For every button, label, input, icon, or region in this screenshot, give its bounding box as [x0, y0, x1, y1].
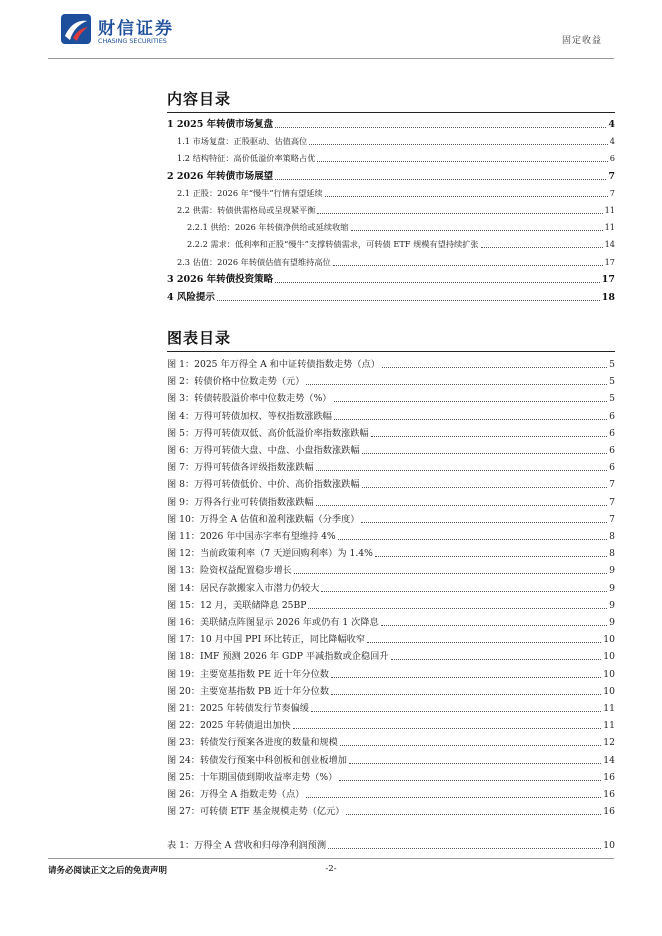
toc-chapter-entry-title: 2 2026 年转债市场展望 [167, 171, 274, 182]
figure-entry-title: 图 13：险资权益配置稳步增长 [167, 565, 292, 577]
dot-leader [331, 694, 601, 695]
dot-leader [334, 401, 608, 402]
figure-entry-title: 图 11：2026 年中国赤字率有望维持 4% [167, 531, 336, 542]
dot-leader [391, 659, 602, 660]
figure-entry-page: 7 [609, 513, 615, 525]
figure-entry-title: 图 26：万得全 A 指数走势（点） [167, 789, 305, 800]
brand-name: 财信证券 [98, 19, 174, 39]
figure-entry[interactable] [167, 443, 615, 457]
figure-entry-page: 6 [609, 462, 615, 474]
figure-entry-page: 9 [609, 617, 615, 628]
dot-leader [339, 780, 601, 781]
figure-entry-title: 图 18：IMF 预测 2026 年 GDP 平减指数或企稳回升 [167, 651, 389, 663]
figure-entry-title: 图 23：转债发行预案各进度的数量和规模 [167, 737, 338, 749]
toc-section-entry-page: 4 [609, 136, 615, 146]
figure-entry[interactable] [167, 546, 615, 560]
toc-section-entry-title: 2.2.2 需求：低利率和正股“慢牛”支撑转债需求，可转债 ETF 规模有望持续扩张 [187, 239, 479, 249]
figure-entry-title: 图 15：12 月，美联储降息 25BP [167, 599, 307, 611]
figure-entry[interactable] [167, 667, 615, 681]
toc-section-entry[interactable] [187, 237, 615, 251]
dot-leader [481, 247, 603, 248]
figure-entry-page: 8 [609, 531, 615, 542]
toc-chapter-entry[interactable] [167, 169, 615, 183]
figure-entry[interactable] [167, 426, 615, 440]
company-logo-icon [61, 14, 91, 44]
footer-divider [48, 858, 614, 859]
figure-entry[interactable] [167, 787, 615, 801]
figure-entry[interactable] [167, 718, 615, 732]
figure-entry-page: 16 [603, 771, 615, 783]
figure-entry-page: 10 [603, 651, 615, 663]
contents-title: 内容目录 [167, 90, 232, 108]
dot-leader [367, 642, 601, 643]
figure-entry-title: 图 14：居民存款搬家入市潜力仍较大 [167, 582, 320, 594]
figure-entry-page: 12 [603, 737, 615, 749]
figure-entry-page: 10 [603, 668, 615, 680]
figure-entry-page: 9 [609, 565, 615, 577]
figure-entry-page: 7 [609, 479, 615, 491]
toc-section-entry-page: 11 [604, 222, 615, 232]
figure-entry[interactable] [167, 391, 615, 405]
toc-chapter-entry-page: 17 [601, 274, 615, 285]
figure-entry-title: 图 20：主要宽基指数 PB 近十年分位数 [167, 685, 330, 697]
dot-leader [275, 179, 606, 180]
page-header [0, 0, 662, 60]
toc-section-entry-title: 2.1 正股：2026 年“慢牛”行情有望延续 [177, 188, 323, 198]
toc-section-entry-page: 7 [609, 188, 615, 198]
figure-entry-title: 图 3：转债转股溢价率中位数走势（%） [167, 393, 332, 405]
dot-leader [294, 573, 607, 574]
dot-leader [361, 522, 607, 523]
figure-entry[interactable] [167, 701, 615, 715]
dot-leader [325, 196, 608, 197]
toc-chapter-entry-title: 3 2026 年转债投资策略 [167, 274, 274, 285]
figure-entry[interactable] [167, 598, 615, 612]
figure-entry-page: 16 [603, 789, 615, 800]
toc-section-entry-page: 17 [604, 257, 615, 267]
toc-section-entry-title: 1.1 市场复盘：正股驱动、估值高位 [177, 136, 308, 146]
figure-entry[interactable] [167, 735, 615, 749]
figure-entry[interactable] [167, 357, 615, 371]
figure-entry[interactable] [167, 632, 615, 646]
figure-entry[interactable] [167, 684, 615, 698]
dot-leader [275, 282, 600, 283]
disclaimer-notice: 请务必阅读正文之后的免责声明 [48, 866, 168, 876]
toc-section-entry-title: 1.2 结构特征：高价低溢价率策略占优 [177, 153, 316, 163]
dot-leader [351, 230, 603, 231]
dot-leader [317, 213, 602, 214]
toc-section-entry-title: 2.2.1 供给：2026 年转债净供给或延续收缩 [187, 222, 349, 232]
figure-entry-title: 图 17：10 月中国 PPI 环比转正，同比降幅收窄 [167, 634, 366, 646]
dot-leader [338, 539, 607, 540]
figure-entry-title: 图 6：万得可转债大盘、中盘、小盘指数涨跌幅 [167, 445, 360, 456]
toc-section-entry[interactable] [177, 203, 615, 217]
figure-entry-page: 16 [603, 806, 615, 818]
figure-entry-title: 图 7：万得可转债各评级指数涨跌幅 [167, 462, 314, 474]
figure-entry[interactable] [167, 649, 615, 663]
dot-leader [349, 763, 601, 764]
figure-entry[interactable] [167, 563, 615, 577]
dot-leader [217, 300, 600, 301]
figure-entry-title: 图 5：万得可转债双低、高价低溢价率指数涨跌幅 [167, 427, 369, 439]
dot-leader [316, 505, 608, 506]
brand-name-english: CHASING SECURITIES [98, 37, 167, 45]
toc-chapter-entry[interactable] [167, 117, 615, 131]
dot-leader [381, 625, 607, 626]
toc-chapter-entry-page: 7 [608, 171, 615, 182]
dot-leader [334, 419, 607, 420]
toc-section-entry[interactable] [177, 151, 615, 165]
figure-entry[interactable] [167, 477, 615, 491]
figure-entry-title: 图 1：2025 年万得全 A 和中证转债指数走势（点） [167, 359, 380, 370]
figure-entry-page: 5 [609, 376, 615, 388]
dot-leader [317, 161, 607, 162]
dot-leader [306, 384, 607, 385]
figure-entry[interactable] [167, 770, 615, 784]
figure-entry-title: 图 22：2025 年转债退出加快 [167, 720, 291, 732]
toc-chapter-entry-page: 4 [608, 119, 615, 130]
figure-entry[interactable] [167, 753, 615, 767]
figure-entry[interactable] [167, 374, 615, 388]
figure-entry-page: 11 [603, 720, 615, 732]
figure-entry[interactable] [167, 581, 615, 595]
figure-entry[interactable] [167, 615, 615, 629]
dot-leader [308, 608, 607, 609]
toc-chapter-entry[interactable] [167, 290, 615, 304]
figure-entry-title: 图 24：转债发行预案中科创板和创业板增加 [167, 754, 347, 766]
dot-leader [340, 745, 601, 746]
table-entry-title: 表 1：万得全 A 营收和归母净利润预测 [167, 840, 327, 851]
toc-section-entry-page: 6 [609, 153, 615, 163]
figure-entry-page: 14 [603, 754, 615, 766]
dot-leader [362, 487, 608, 488]
dot-leader [371, 436, 607, 437]
dot-leader [321, 591, 607, 592]
figure-entry[interactable] [167, 804, 615, 818]
table-entry-page: 10 [603, 840, 615, 851]
figure-entry[interactable] [167, 512, 615, 526]
header-divider [48, 58, 614, 59]
toc-section-entry[interactable] [177, 186, 615, 200]
figure-entry-page: 5 [609, 393, 615, 405]
figure-entry-title: 图 12：当前政策利率（7 天逆回购利率）为 1.4% [167, 548, 373, 560]
contents-rule [167, 112, 615, 113]
figure-entry-page: 6 [609, 445, 615, 456]
toc-section-entry-page: 14 [604, 239, 615, 249]
figure-entry-title: 图 19：主要宽基指数 PE 近十年分位数 [167, 668, 329, 680]
table-entry[interactable] [167, 838, 615, 852]
dot-leader [333, 265, 603, 266]
figure-entry-page: 7 [609, 496, 615, 508]
figure-entry-title: 图 21：2025 年转债发行节奏偏缓 [167, 703, 309, 714]
toc-section-entry[interactable] [177, 255, 615, 269]
figure-entry-page: 6 [609, 410, 615, 422]
dot-leader [346, 814, 601, 815]
toc-section-entry-title: 2.2 供需：转债供需格局或呈现紧平衡 [177, 205, 316, 215]
figure-entry-title: 图 9：万得各行业可转债指数涨跌幅 [167, 496, 314, 508]
figure-entry-page: 11 [603, 703, 615, 714]
toc-chapter-entry-title: 1 2025 年转债市场复盘 [167, 119, 274, 130]
figure-entry-title: 图 2：转债价格中位数走势（元） [167, 376, 305, 388]
toc-section-entry-page: 11 [604, 205, 615, 215]
toc-chapter-entry-page: 18 [601, 292, 615, 303]
toc-section-entry-title: 2.3 估值：2026 年转债估值有望维持高位 [177, 257, 331, 267]
dot-leader [362, 453, 608, 454]
dot-leader [316, 470, 608, 471]
figure-entry[interactable] [167, 460, 615, 474]
figure-entry[interactable] [167, 495, 615, 509]
figure-entry[interactable] [167, 529, 615, 543]
dot-leader [293, 728, 602, 729]
figure-entry-title: 图 10：万得全 A 估值和盈利涨跌幅（分季度） [167, 513, 360, 525]
figure-entry-page: 10 [603, 685, 615, 697]
figure-entry-title: 图 25：十年期国债到期收益率走势（%） [167, 771, 338, 783]
toc-section-entry[interactable] [187, 220, 615, 234]
figure-entry-title: 图 16：美联储点阵图显示 2026 年或仍有 1 次降息 [167, 617, 379, 628]
dot-leader [382, 367, 607, 368]
figure-entry-page: 6 [609, 427, 615, 439]
figure-entry-page: 8 [609, 548, 615, 560]
dot-leader [331, 677, 601, 678]
dot-leader [306, 797, 601, 798]
figure-entry-page: 5 [609, 359, 615, 370]
figure-entry-title: 图 27：可转债 ETF 基金规模走势（亿元） [167, 806, 345, 818]
figures-rule [167, 351, 615, 352]
dot-leader [309, 144, 608, 145]
dot-leader [275, 127, 606, 128]
figure-entry-page: 9 [609, 599, 615, 611]
toc-chapter-entry[interactable] [167, 272, 615, 286]
dot-leader [328, 848, 601, 849]
figure-entry-title: 图 8：万得可转债低价、中价、高价指数涨跌幅 [167, 479, 360, 491]
page-number: -2- [325, 864, 337, 874]
figure-entry-title: 图 4：万得可转债加权、等权指数涨跌幅 [167, 410, 332, 422]
toc-section-entry[interactable] [177, 134, 615, 148]
figures-title: 图表目录 [167, 329, 232, 347]
toc-chapter-entry-title: 4 风险提示 [167, 292, 215, 303]
dot-leader [375, 556, 607, 557]
report-category: 固定收益 [561, 36, 602, 46]
dot-leader [311, 711, 601, 712]
figure-entry-page: 10 [603, 634, 615, 646]
figure-entry[interactable] [167, 409, 615, 423]
figure-entry-page: 9 [609, 582, 615, 594]
